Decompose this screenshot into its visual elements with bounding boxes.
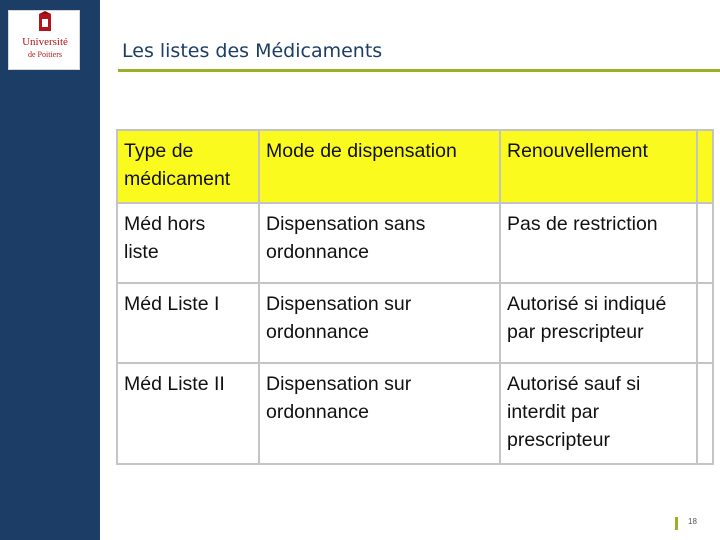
table-cell: Dispensation sur ordonnance [259, 283, 500, 363]
sidebar [0, 0, 100, 540]
university-logo [8, 10, 80, 70]
table-cell: Pas de restriction [500, 203, 697, 283]
empty-cell [697, 283, 713, 363]
table-cell: Dispensation sur ordonnance [259, 363, 500, 465]
table-cell: Méd Liste II [117, 363, 259, 465]
page-number: 18 [688, 517, 697, 526]
title-underline [118, 69, 720, 72]
empty-cell [697, 203, 713, 283]
header-cell: Mode de dispensation [259, 130, 500, 203]
empty-cell [697, 363, 713, 465]
header-cell: Renouvellement [500, 130, 697, 203]
table-row [117, 283, 713, 363]
medication-table [116, 129, 714, 465]
table-row [117, 363, 713, 465]
table-header-row [117, 130, 713, 203]
table-cell: Dispensation sans ordonnance [259, 203, 500, 283]
table-row [117, 203, 713, 283]
empty-cell [697, 130, 713, 203]
page-title: Les listes des Médicaments [122, 40, 383, 62]
table-cell: Autorisé si indiqué par prescripteur [500, 283, 697, 363]
page-number-marker [675, 517, 678, 530]
table-cell: Méd hors liste [117, 203, 259, 283]
logo-text-line1: Université [22, 36, 68, 48]
table-cell: Méd Liste I [117, 283, 259, 363]
header-cell: Type de médicament [117, 130, 259, 203]
table-cell: Autorisé sauf si interdit par prescripteur [500, 363, 697, 465]
logo-text-line2: de Poitiers [28, 50, 62, 59]
